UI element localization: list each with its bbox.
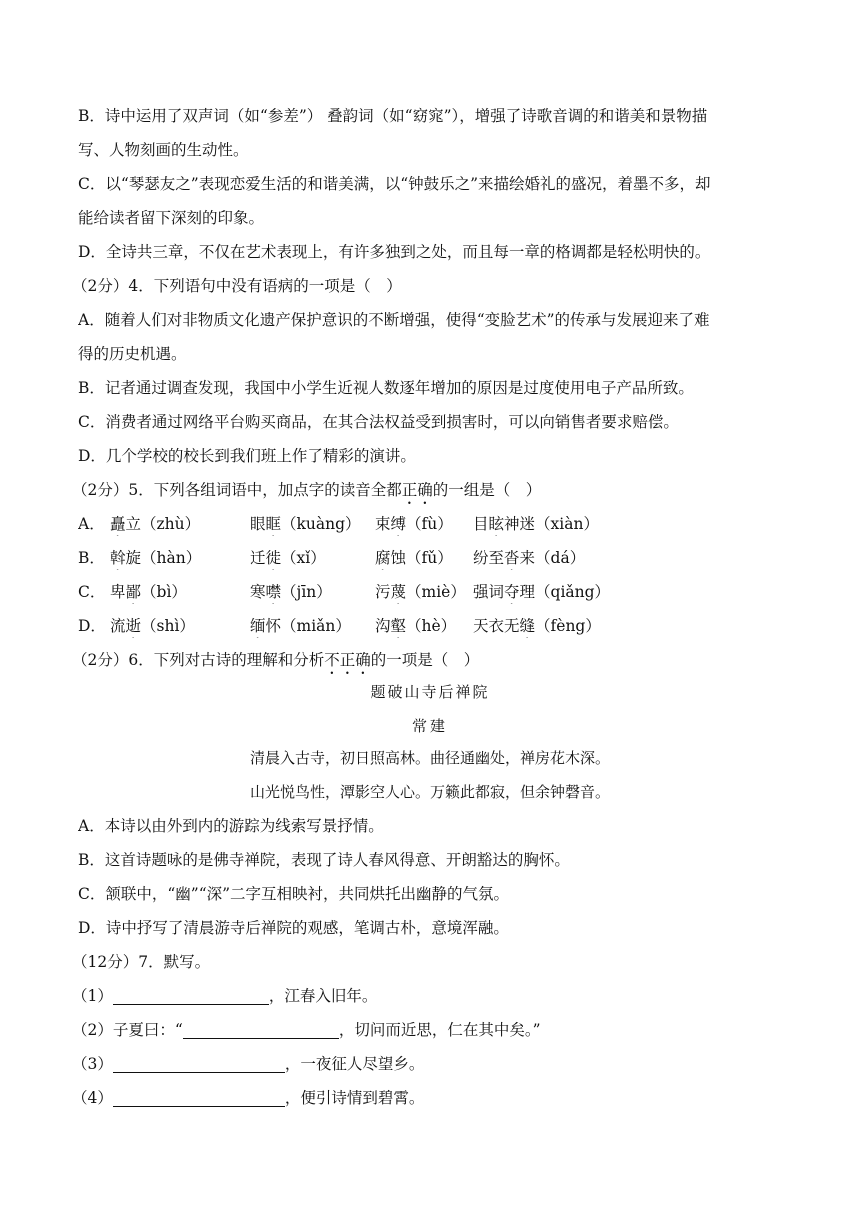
q5-option-row [78, 546, 802, 570]
q5-word [473, 512, 599, 536]
q5-word-part: 天衣无 [473, 617, 520, 635]
q7-item-suffix: ，便引诗情到碧霄。 [284, 1089, 425, 1107]
q5-word [473, 614, 601, 638]
q5-emphasized-char: 壑 [390, 617, 407, 635]
q7-item-number: （2） [72, 1021, 113, 1039]
q5-emphasized-char: 徙 [265, 549, 282, 567]
q5-word-part: 神迷（xiàn） [504, 515, 599, 533]
q5-word-part: 旋（hàn） [125, 549, 202, 567]
q6-stem-post: 的一项是（ ） [370, 651, 480, 669]
q7-item-number: （3） [72, 1055, 113, 1073]
q5-emphasized-char: 蔑 [390, 583, 407, 601]
q5-word-part: （hè） [406, 617, 457, 635]
q5-word [110, 512, 200, 536]
q7-fill-row [72, 1052, 802, 1076]
q5-word-part: 污 [375, 583, 391, 601]
q7-fill-row [72, 984, 802, 1008]
q7-answer-blank[interactable] [113, 986, 269, 1005]
q5-word-part: 蚀（fǔ） [390, 549, 453, 567]
q5-emphasized-char: 眶 [265, 515, 282, 533]
q5-word-part: 强词 [473, 583, 505, 601]
q5-stem-pre: （2分）5．下列各组词语中，加点字的读音全都 [72, 481, 402, 499]
q5-stem-post: 的一组是（ ） [432, 481, 542, 499]
q4-option-c: C．消费者通过网络平台购买商品，在其合法权益受到损害时，可以向销售者要求赔偿。 [78, 413, 679, 431]
q5-emphasized-char: 斡 [110, 549, 126, 567]
q4-option-a-line2: 得的历史机遇。 [78, 345, 187, 363]
q7-item-suffix: ，切问而近思，仁在其中矣。” [338, 1021, 541, 1039]
q5-stem-emphasis: 正确 [401, 481, 433, 499]
q5-option-letter: D． [78, 617, 106, 635]
q5-word-part: （xǐ） [281, 549, 326, 567]
q4-option-d: D．几个学校的校长到我们班上作了精彩的演讲。 [78, 447, 416, 465]
q6-option-d: D．诗中抒写了清晨游寺后禅院的观感，笔调古朴，意境浑融。 [78, 919, 509, 937]
q5-word-part: 寒 [250, 583, 266, 601]
q5-emphasized-char: 缅 [250, 617, 266, 635]
q3-option-b-line2: 写、人物刻画的生动性。 [78, 141, 249, 159]
q5-word [250, 546, 326, 570]
q5-word [375, 512, 453, 536]
q5-word-part: 迁 [250, 549, 266, 567]
q7-item-suffix: ，一夜征人尽望乡。 [284, 1055, 425, 1073]
q3-option-d: D．全诗共三章，不仅在艺术表现上，有许多独到之处，而且每一章的格调都是轻松明快的。 [78, 243, 711, 261]
q5-word-part: 卑 [110, 583, 126, 601]
q7-stem: （12分）7．默写。 [72, 953, 211, 971]
q6-option-b: B．这首诗题咏的是佛寺禅院，表现了诗人春风得意、开朗豁达的胸怀。 [78, 851, 570, 869]
q5-option-letter: C． [78, 583, 106, 601]
q5-emphasized-char: 眩 [488, 515, 505, 533]
q5-word [375, 614, 456, 638]
q5-emphasized-char: 腐 [375, 549, 391, 567]
poem-author: 常建 [411, 717, 448, 735]
q6-option-c: C．颔联中，“幽”“深”二字互相映衬，共同烘托出幽静的气氛。 [78, 885, 510, 903]
q4-option-a-line1: A．随着人们对非物质文化遗产保护意识的不断增强，使得“变脸艺术”的传承与发展迎来了难 [78, 311, 710, 329]
q5-emphasized-char: 沓 [504, 549, 520, 567]
q5-option-letter: A． [78, 515, 105, 533]
q5-word [473, 580, 610, 604]
q5-option-row [78, 580, 802, 604]
q5-emphasized-char: 缚 [390, 515, 407, 533]
q5-word-part: 沟 [375, 617, 391, 635]
q5-emphasized-char: 逝 [125, 617, 142, 635]
q5-word-part: （bì） [141, 583, 187, 601]
q3-option-c-line1: C．以“琴瑟友之”表现恋爱生活的和谐美满，以“钟鼓乐之”来描绘婚礼的盛况，着墨不多，却 [78, 175, 711, 193]
q5-emphasized-char: 夺 [504, 583, 520, 601]
q5-word [110, 580, 187, 604]
q5-word [375, 580, 466, 604]
q5-word-part: （kuàng） [281, 515, 361, 533]
q7-answer-blank[interactable] [183, 1020, 339, 1039]
q5-word [110, 614, 195, 638]
q5-word-part: 目 [473, 515, 489, 533]
poem-title: 题破山寺后禅院 [370, 683, 490, 701]
q4-stem: （2分）4．下列语句中没有语病的一项是（ ） [72, 277, 402, 295]
q5-word-part: （fèng） [535, 617, 601, 635]
q5-word [250, 512, 361, 536]
q5-emphasized-char: 鄙 [125, 583, 142, 601]
q3-option-c-line2: 能给读者留下深刻的印象。 [78, 209, 265, 227]
q3-option-b-line1: B．诗中运用了双声词（如“参差”） 叠韵词（如“窈窕”），增强了诗歌音调的和谐美和景物描 [78, 107, 708, 125]
q6-stem-emphasis: 不正确 [324, 651, 371, 669]
q5-word-part: （miè） [406, 583, 466, 601]
q5-word [375, 546, 453, 570]
q7-answer-blank[interactable] [113, 1054, 285, 1073]
q6-option-a: A．本诗以由外到内的游踪为线索写景抒情。 [78, 817, 384, 835]
q5-emphasized-char: 矗 [110, 515, 126, 533]
q5-word-part: 立（zhù） [125, 515, 201, 533]
q5-word-part: （shì） [141, 617, 195, 635]
q7-fill-row [72, 1086, 802, 1110]
q7-answer-blank[interactable] [113, 1088, 285, 1107]
q5-option-row [78, 512, 802, 536]
q7-item-suffix: ，江春入旧年。 [268, 987, 378, 1005]
poem-line-2: 山光悦鸟性，潭影空人心。万籁此都寂，但余钟磬音。 [249, 783, 610, 801]
q5-emphasized-char: 缝 [519, 617, 536, 635]
q4-option-b: B．记者通过调查发现，我国中小学生近视人数逐年增加的原因是过度使用电子产品所致。 [78, 379, 694, 397]
q5-word-part: （jīn） [281, 583, 332, 601]
q5-word [250, 580, 332, 604]
q5-emphasized-char: 噤 [265, 583, 282, 601]
q5-word-part: 理（qiǎng） [519, 583, 611, 601]
q7-item-prefix: 子夏曰：“ [112, 1021, 183, 1039]
q7-fill-row [72, 1018, 802, 1042]
q5-word-part: 怀（miǎn） [265, 617, 351, 635]
q5-word-part: 纷至 [473, 549, 505, 567]
q5-stem [72, 478, 802, 508]
q6-stem-pre: （2分）6．下列对古诗的理解和分析 [72, 651, 325, 669]
q5-option-letter: B． [78, 549, 105, 567]
q5-word-part: （fù） [406, 515, 453, 533]
q6-stem [72, 648, 802, 678]
q5-word-part: 来（dá） [519, 549, 586, 567]
q5-word [473, 546, 585, 570]
q5-word-part: 束 [375, 515, 391, 533]
poem-line-1: 清晨入古寺，初日照高林。曲径通幽处，禅房花木深。 [249, 749, 610, 767]
q5-word-part: 流 [110, 617, 126, 635]
q5-option-row [78, 614, 802, 638]
q5-word [110, 546, 201, 570]
q7-item-number: （1） [72, 987, 113, 1005]
q5-word [250, 614, 351, 638]
q7-item-number: （4） [72, 1089, 113, 1107]
q5-word-part: 眼 [250, 515, 266, 533]
